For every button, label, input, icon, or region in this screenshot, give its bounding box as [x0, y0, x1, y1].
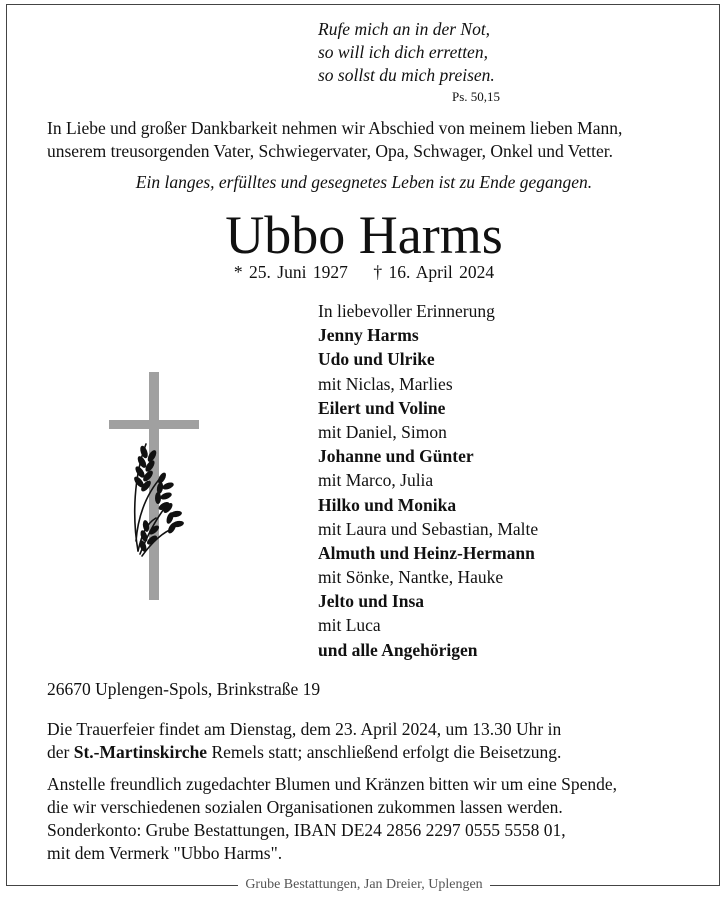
death-date: † 16. April 2024: [373, 262, 495, 282]
mourner-name: Johanne und Günter: [318, 446, 474, 467]
life-dates: [0, 262, 728, 283]
mourner-children: mit Sönke, Nantke, Hauke: [318, 567, 504, 588]
funeral-home-label: Grube Bestattungen, Jan Dreier, Uplengen: [238, 877, 489, 892]
service-suffix: Remels statt; anschließend erfolgt die Beisetzung.: [207, 742, 562, 762]
donation-line: Anstelle freundlich zugedachter Blumen und Kränzen bitten wir um eine Spende,: [47, 774, 618, 794]
funeral-home-footer: [0, 877, 728, 893]
intro-line: unserem treusorgenden Vater, Schwiegervater, Opa, Schwager, Onkel und Vetter.: [47, 141, 613, 161]
address: 26670 Uplengen-Spols, Brinkstraße 19: [47, 679, 321, 699]
verse-reference: Ps. 50,15: [452, 89, 501, 104]
service-line: Die Trauerfeier findet am Dienstag, dem 23. April 2024, um 13.30 Uhr in: [47, 719, 562, 739]
verse-line: so sollst du mich preisen.: [318, 65, 495, 85]
verse-line: Rufe mich an in der Not,: [318, 19, 491, 39]
mourner-name: Almuth und Heinz-Hermann: [318, 542, 535, 563]
mourner-children: mit Marco, Julia: [318, 470, 434, 491]
mourner-children: mit Luca: [318, 615, 381, 636]
donation-line: die wir verschiedenen sozialen Organisationen zukommen lassen werden.: [47, 797, 563, 817]
mourner-name: Udo und Ulrike: [318, 349, 435, 370]
cross-with-wheat-icon: [100, 366, 210, 606]
mourners-list: [318, 299, 538, 662]
verse-line: so will ich dich erretten,: [318, 42, 488, 62]
mourner-children: mit Daniel, Simon: [318, 421, 447, 442]
donation-line: Sonderkonto: Grube Bestattungen, IBAN DE24 2856 2297 0555 5558 01,: [47, 820, 566, 840]
mourner-name: Eilert und Voline: [318, 397, 446, 418]
birth-date: * 25. Juni 1927: [233, 262, 348, 282]
service-announcement: [47, 718, 561, 764]
mourner-children: mit Niclas, Marlies: [318, 373, 453, 394]
service-prefix: der: [47, 742, 74, 762]
mourner-children: mit Laura und Sebastian, Malte: [318, 518, 539, 539]
intro-line: In Liebe und großer Dankbarkeit nehmen wir Abschied von meinem lieben Mann,: [47, 118, 623, 138]
motto: Ein langes, erfülltes und gesegnetes Leben ist zu Ende gegangen.: [135, 172, 593, 192]
mourner-name: und alle Angehörigen: [318, 639, 478, 660]
mourner-name: Jenny Harms: [318, 325, 419, 346]
donation-request: [47, 773, 617, 865]
mourner-name: Hilko und Monika: [318, 494, 457, 515]
donation-line: mit dem Vermerk "Ubbo Harms".: [47, 843, 283, 863]
intro-text: [47, 117, 622, 163]
church-name: St.-Martinskirche: [73, 742, 208, 762]
bible-verse: [318, 18, 495, 87]
mourners-heading: In liebevoller Erinnerung: [318, 301, 495, 321]
mourner-name: Jelto und Insa: [318, 591, 425, 612]
service-line: [47, 741, 561, 764]
deceased-name: Ubbo Harms: [225, 205, 503, 265]
